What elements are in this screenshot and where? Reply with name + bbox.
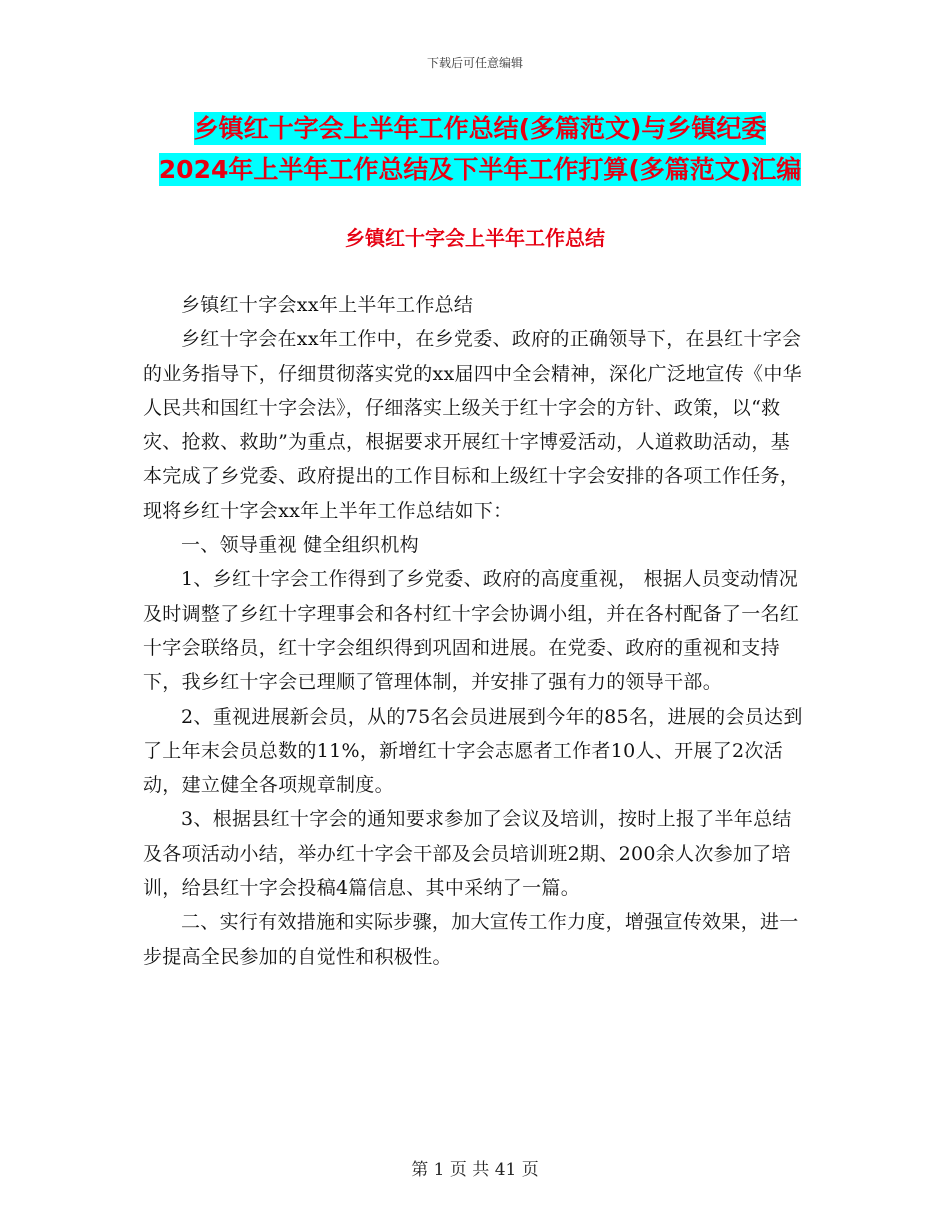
- paragraph-subtitle: 乡镇红十字会xx年上半年工作总结: [181, 294, 474, 316]
- paragraph-item-2: 2、重视进展新会员，从的75名会员进展到今年的85名，进展的会员达到了上年末会员总数的11%，新增红十字会志愿者工作者10人、开展了2次活动，建立健全各项规章制度。: [143, 705, 803, 797]
- document-title-line-1: 乡镇红十字会上半年工作总结(多篇范文)与乡镇纪委: [193, 114, 767, 143]
- paragraph-heading-1: 一、领导重视 健全组织机构: [181, 534, 419, 557]
- section-title: 乡镇红十字会上半年工作总结: [345, 226, 605, 250]
- paragraph-intro: 乡红十字会在xx年工作中，在乡党委、政府的正确领导下，在县红十字会的业务指导下，仔细贯彻落实党的xx届四中全会精神，深化广泛地宣传《中华人民共和国红十字会法》，仔细落实上级关于红十字会的方针、政策，以“救灾、抢救、救助”为重点，根据要求开展红十字博爱活动，人道救助活动，基本完成了乡党委、政府提出的工作目标和上级红十字会安排的各项工作任务，现将乡红十字会xx年上半年工作总结如下：: [143, 328, 802, 522]
- body-text: [143, 288, 808, 974]
- document-title: [140, 108, 820, 190]
- paragraph-item-3: 3、根据县红十字会的通知要求参加了会议及培训，按时上报了半年总结及各项活动小结，举办红十字会干部及会员培训班2期、200余人次参加了培训，给县红十字会投稿4篇信息、其中采纳了一篇。: [143, 808, 792, 900]
- paragraph-item-1: 1、乡红十字会工作得到了乡党委、政府的高度重视， 根据人员变动情况及时调整了乡红十字理事会和各村红十字会协调小组，并在各村配备了一名红十字会联络员，红十字会组织得到巩固和进展。在党委、政府的重视和支持下，我乡红十字会已理顺了管理体制，并安排了强有力的领导干部。: [143, 568, 800, 694]
- paragraph-heading-2: 二、实行有效措施和实际步骤，加大宣传工作力度，增强宣传效果，进一步提高全民参加的自觉性和积极性。: [143, 911, 799, 968]
- page-number: 第 1 页 共 41 页: [411, 1160, 539, 1180]
- document-title-line-2: 2024年上半年工作总结及下半年工作打算(多篇范文)汇编: [158, 155, 802, 184]
- header-note: 下载后可任意编辑: [426, 56, 523, 70]
